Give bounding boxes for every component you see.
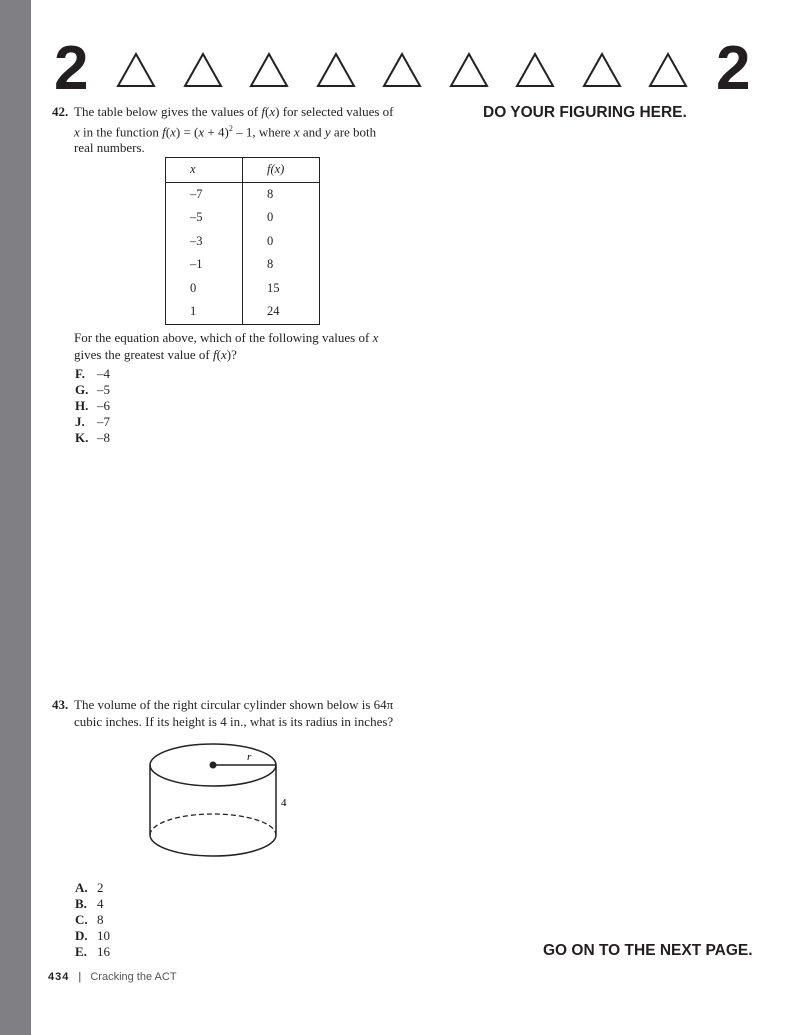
choice-value: –8 (97, 430, 110, 445)
cell-x: –3 (166, 230, 243, 254)
triangle-icon (582, 52, 622, 88)
book-title: Cracking the ACT (90, 971, 177, 983)
answer-choice[interactable] (75, 912, 104, 928)
question-number: 42. (52, 104, 69, 119)
table-row (166, 277, 320, 301)
height-label: 4 (281, 797, 287, 809)
table-header-fx: f(x) (243, 158, 320, 183)
triangle-icon (382, 52, 422, 88)
table-header-x: x (166, 158, 243, 183)
table-row (166, 300, 320, 324)
choice-letter: B. (75, 896, 87, 911)
triangle-icon (316, 52, 356, 88)
answer-choice[interactable] (75, 944, 110, 960)
question-text: The volume of the right circular cylinder shown below is 64π cubic inches. If its height is 4 in., what is its radius in inches? (74, 697, 394, 729)
footer: 434 | Cracking the ACT (48, 971, 177, 983)
table-row (166, 182, 320, 206)
choice-letter: A. (75, 880, 88, 895)
triangle-icon (183, 52, 223, 88)
choice-value: 2 (97, 880, 104, 895)
cell-x: –1 (166, 253, 243, 277)
prompt-text: For the equation above, which of the following values of x gives the greatest value of f(x)? (74, 330, 379, 362)
choice-value: –6 (97, 398, 110, 413)
cell-x: –5 (166, 206, 243, 230)
page-number: 434 (48, 971, 70, 983)
page-edge-bar (0, 0, 31, 1035)
choice-letter: K. (75, 430, 89, 445)
choice-letter: G. (75, 382, 89, 397)
cell-fx: 0 (243, 230, 320, 254)
cylinder-bottom (150, 835, 276, 856)
answer-choice[interactable] (75, 366, 110, 382)
cell-fx: 15 (243, 277, 320, 301)
answer-choice[interactable] (75, 382, 110, 398)
answer-choice[interactable] (75, 414, 110, 430)
values-table (165, 157, 320, 325)
table-row (166, 230, 320, 254)
cell-fx: 0 (243, 206, 320, 230)
choice-value: 16 (97, 944, 110, 959)
triangle-icon (249, 52, 289, 88)
triangle-icon (648, 52, 688, 88)
radius-label: r (247, 751, 252, 763)
choice-value: 4 (97, 896, 104, 911)
cell-x: 0 (166, 277, 243, 301)
table-row (166, 253, 320, 277)
triangle-icon (116, 52, 156, 88)
figuring-label: DO YOUR FIGURING HERE. (483, 104, 687, 121)
cylinder-figure (140, 735, 310, 865)
answer-choice[interactable] (75, 928, 110, 944)
choice-value: 10 (97, 928, 110, 943)
choice-letter: E. (75, 944, 87, 959)
answer-choice[interactable] (75, 880, 104, 896)
cell-x: 1 (166, 300, 243, 324)
question-number: 43. (52, 697, 69, 712)
cell-fx: 8 (243, 182, 320, 206)
choice-value: –5 (97, 382, 110, 397)
cell-fx: 24 (243, 300, 320, 324)
cell-x: –7 (166, 182, 243, 206)
triangle-icon (515, 52, 555, 88)
answer-choice[interactable] (75, 430, 110, 446)
section-number-left: 2 (54, 34, 89, 103)
question-text: The table below gives the values of f(x) for selected values of x in the function $f(x) = (x + 4)^2 - 1$, where x and y are both real numbers. (74, 104, 394, 156)
answer-choice[interactable] (75, 398, 110, 414)
choice-value: 8 (97, 912, 104, 927)
choice-letter: C. (75, 912, 88, 927)
answer-choice[interactable] (75, 896, 104, 912)
section-number-right: 2 (716, 34, 751, 103)
choice-value: –4 (97, 366, 110, 381)
next-page-label: GO ON TO THE NEXT PAGE. (543, 942, 753, 959)
choice-letter: H. (75, 398, 89, 413)
choice-letter: J. (75, 414, 85, 429)
table-row (166, 206, 320, 230)
choice-letter: F. (75, 366, 85, 381)
choice-letter: D. (75, 928, 88, 943)
choice-value: –7 (97, 414, 110, 429)
cell-fx: 8 (243, 253, 320, 277)
triangle-icon (449, 52, 489, 88)
